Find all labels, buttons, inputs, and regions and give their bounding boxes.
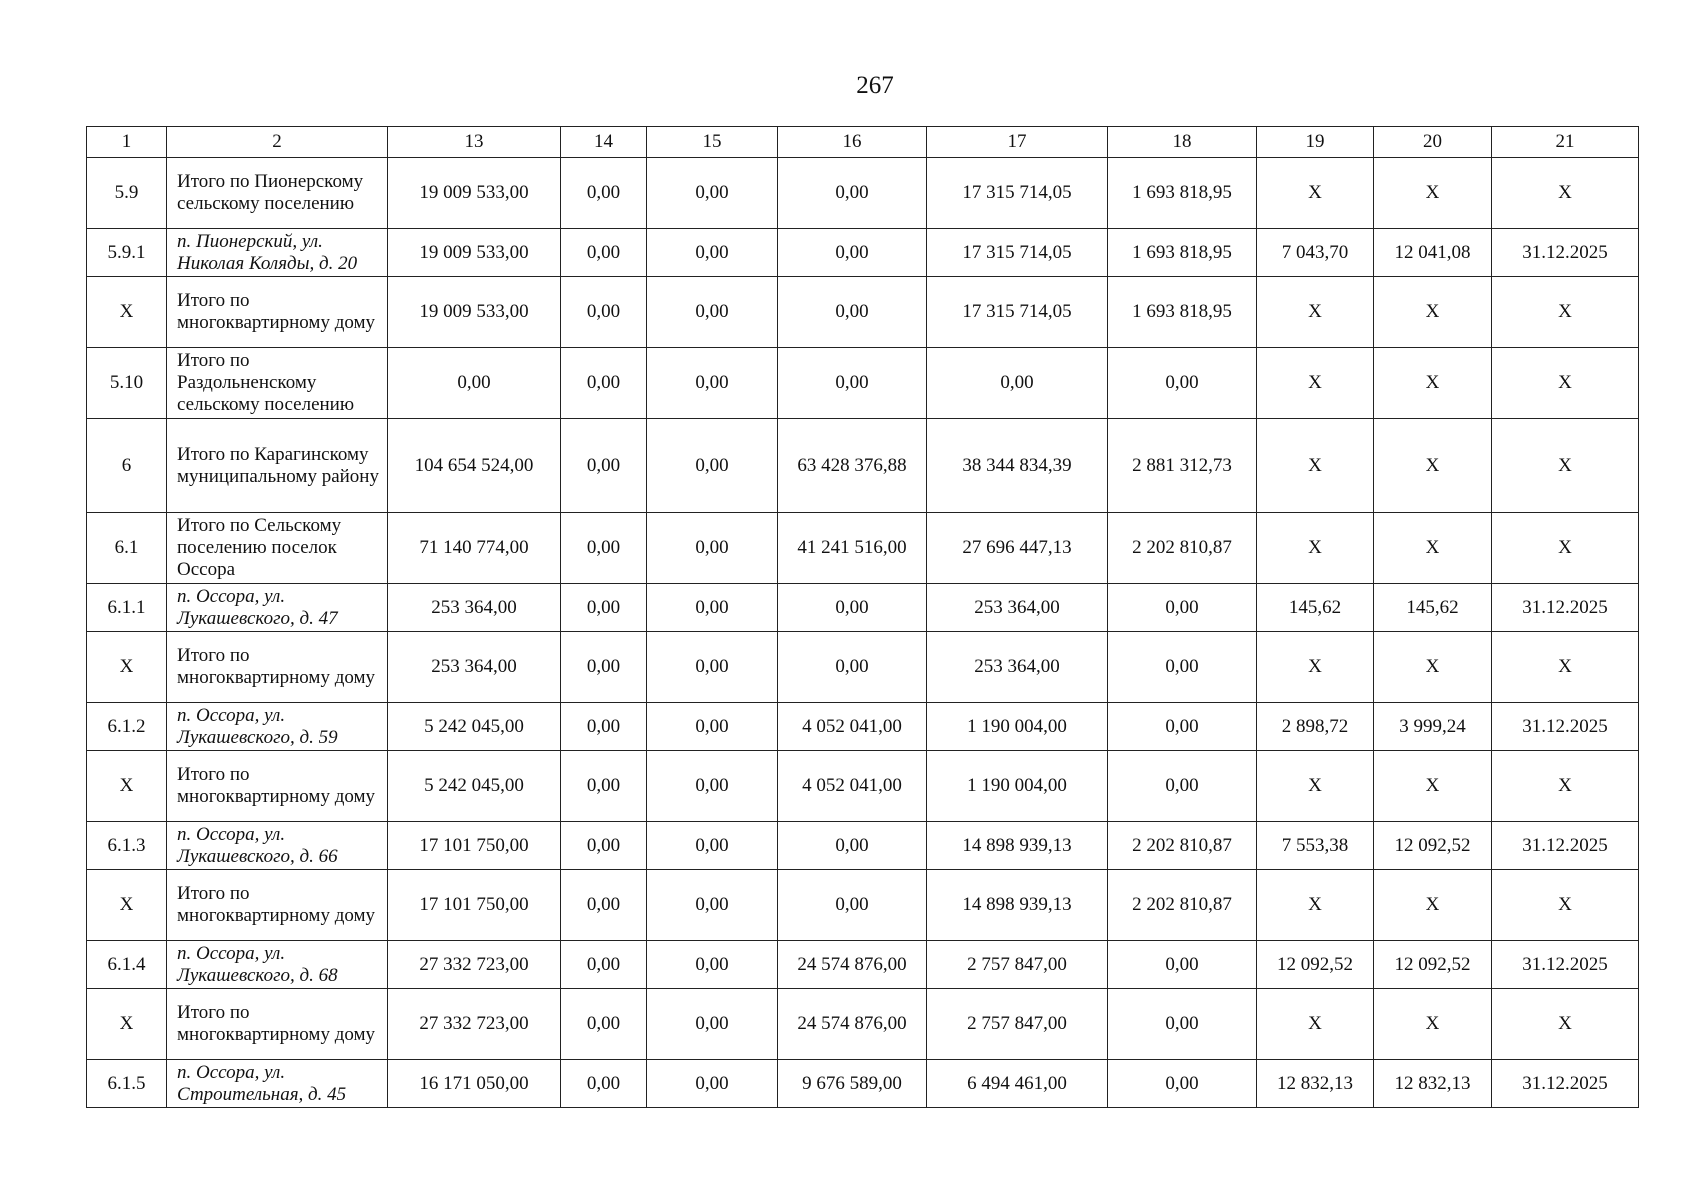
col-13-value: 253 364,00 — [388, 632, 561, 703]
col-14-value: 0,00 — [561, 584, 647, 632]
col-17-value: 17 315 714,05 — [927, 277, 1108, 348]
col-20-value: X — [1374, 348, 1492, 419]
col-17-value: 14 898 939,13 — [927, 822, 1108, 870]
col-20-value: 3 999,24 — [1374, 703, 1492, 751]
col-16-value: 41 241 516,00 — [778, 513, 927, 584]
col-17-value: 253 364,00 — [927, 632, 1108, 703]
col-16-value: 0,00 — [778, 158, 927, 229]
col-13-value: 19 009 533,00 — [388, 229, 561, 277]
col-18-value: 0,00 — [1108, 348, 1257, 419]
col-13-value: 71 140 774,00 — [388, 513, 561, 584]
row-number: X — [87, 870, 167, 941]
page-number: 267 — [856, 72, 894, 99]
col-15-value: 0,00 — [647, 513, 778, 584]
col-16-value: 24 574 876,00 — [778, 989, 927, 1060]
subtotal-row — [87, 513, 1639, 584]
col-16-value: 0,00 — [778, 822, 927, 870]
col-16-value: 0,00 — [778, 632, 927, 703]
col-20-value: X — [1374, 989, 1492, 1060]
column-header: 13 — [388, 127, 561, 158]
col-16-value: 9 676 589,00 — [778, 1060, 927, 1108]
col-16-value: 0,00 — [778, 584, 927, 632]
col-18-value: 1 693 818,95 — [1108, 158, 1257, 229]
col-16-value: 63 428 376,88 — [778, 419, 927, 513]
col-17-value: 6 494 461,00 — [927, 1060, 1108, 1108]
row-number: 5.9 — [87, 158, 167, 229]
col-19-value: X — [1257, 277, 1374, 348]
column-header: 15 — [647, 127, 778, 158]
col-15-value: 0,00 — [647, 158, 778, 229]
row-name: п. Пионерский, ул. Николая Коляды, д. 20 — [167, 229, 388, 277]
col-15-value: 0,00 — [647, 632, 778, 703]
building-row — [87, 1060, 1639, 1108]
col-14-value: 0,00 — [561, 822, 647, 870]
col-14-value: 0,00 — [561, 632, 647, 703]
column-header: 20 — [1374, 127, 1492, 158]
row-number: 6.1.3 — [87, 822, 167, 870]
subtotal-row — [87, 419, 1639, 513]
col-20-value: X — [1374, 751, 1492, 822]
col-19-value: X — [1257, 870, 1374, 941]
row-name: Итого по многоквартирному дому — [167, 989, 388, 1060]
col-21-value: X — [1492, 419, 1639, 513]
col-21-value: 31.12.2025 — [1492, 703, 1639, 751]
subtotal-row — [87, 870, 1639, 941]
row-name: Итого по многоквартирному дому — [167, 277, 388, 348]
col-18-value: 0,00 — [1108, 989, 1257, 1060]
row-number: 5.9.1 — [87, 229, 167, 277]
col-14-value: 0,00 — [561, 703, 647, 751]
row-name: Итого по Карагинскому муниципальному району — [167, 419, 388, 513]
row-number: 6 — [87, 419, 167, 513]
col-15-value: 0,00 — [647, 229, 778, 277]
row-number: 6.1.2 — [87, 703, 167, 751]
col-20-value: 12 092,52 — [1374, 822, 1492, 870]
subtotal-row — [87, 277, 1639, 348]
building-row — [87, 584, 1639, 632]
building-row — [87, 703, 1639, 751]
col-19-value: 12 092,52 — [1257, 941, 1374, 989]
col-19-value: X — [1257, 158, 1374, 229]
col-13-value: 0,00 — [388, 348, 561, 419]
row-number: 6.1.4 — [87, 941, 167, 989]
row-number: 6.1 — [87, 513, 167, 584]
col-16-value: 24 574 876,00 — [778, 941, 927, 989]
housing-register-table — [86, 126, 1639, 1108]
col-14-value: 0,00 — [561, 277, 647, 348]
subtotal-row — [87, 751, 1639, 822]
col-21-value: X — [1492, 348, 1639, 419]
row-number: 6.1.1 — [87, 584, 167, 632]
col-20-value: X — [1374, 277, 1492, 348]
col-17-value: 1 190 004,00 — [927, 751, 1108, 822]
row-number: X — [87, 989, 167, 1060]
col-13-value: 104 654 524,00 — [388, 419, 561, 513]
col-17-value: 27 696 447,13 — [927, 513, 1108, 584]
col-14-value: 0,00 — [561, 419, 647, 513]
row-name: Итого по Сельскому поселению поселок Оссора — [167, 513, 388, 584]
col-16-value: 4 052 041,00 — [778, 751, 927, 822]
col-19-value: X — [1257, 751, 1374, 822]
col-20-value: X — [1374, 158, 1492, 229]
column-header: 18 — [1108, 127, 1257, 158]
column-header: 2 — [167, 127, 388, 158]
row-name: Итого по многоквартирному дому — [167, 870, 388, 941]
col-21-value: X — [1492, 632, 1639, 703]
row-name: п. Оссора, ул. Лукашевского, д. 66 — [167, 822, 388, 870]
col-13-value: 5 242 045,00 — [388, 751, 561, 822]
col-17-value: 38 344 834,39 — [927, 419, 1108, 513]
col-21-value: X — [1492, 989, 1639, 1060]
col-13-value: 19 009 533,00 — [388, 158, 561, 229]
col-20-value: X — [1374, 419, 1492, 513]
col-21-value: X — [1492, 870, 1639, 941]
col-20-value: X — [1374, 513, 1492, 584]
col-18-value: 0,00 — [1108, 941, 1257, 989]
col-17-value: 2 757 847,00 — [927, 989, 1108, 1060]
col-13-value: 19 009 533,00 — [388, 277, 561, 348]
col-21-value: X — [1492, 277, 1639, 348]
col-21-value: 31.12.2025 — [1492, 941, 1639, 989]
col-21-value: 31.12.2025 — [1492, 1060, 1639, 1108]
col-19-value: X — [1257, 348, 1374, 419]
row-number: 5.10 — [87, 348, 167, 419]
col-19-value: 7 043,70 — [1257, 229, 1374, 277]
col-14-value: 0,00 — [561, 751, 647, 822]
col-21-value: X — [1492, 751, 1639, 822]
col-18-value: 0,00 — [1108, 584, 1257, 632]
col-21-value: X — [1492, 513, 1639, 584]
col-13-value: 27 332 723,00 — [388, 989, 561, 1060]
col-17-value: 1 190 004,00 — [927, 703, 1108, 751]
col-16-value: 4 052 041,00 — [778, 703, 927, 751]
col-19-value: X — [1257, 419, 1374, 513]
col-13-value: 27 332 723,00 — [388, 941, 561, 989]
col-15-value: 0,00 — [647, 870, 778, 941]
col-15-value: 0,00 — [647, 751, 778, 822]
col-18-value: 1 693 818,95 — [1108, 229, 1257, 277]
col-13-value: 16 171 050,00 — [388, 1060, 561, 1108]
row-name: Итого по многоквартирному дому — [167, 632, 388, 703]
col-13-value: 5 242 045,00 — [388, 703, 561, 751]
subtotal-row — [87, 158, 1639, 229]
col-14-value: 0,00 — [561, 513, 647, 584]
col-20-value: 12 041,08 — [1374, 229, 1492, 277]
col-15-value: 0,00 — [647, 703, 778, 751]
col-21-value: 31.12.2025 — [1492, 822, 1639, 870]
col-19-value: 12 832,13 — [1257, 1060, 1374, 1108]
table-body — [87, 158, 1639, 1108]
col-15-value: 0,00 — [647, 1060, 778, 1108]
col-15-value: 0,00 — [647, 989, 778, 1060]
col-15-value: 0,00 — [647, 822, 778, 870]
row-name: Итого по Пионерскому сельскому поселению — [167, 158, 388, 229]
building-row — [87, 941, 1639, 989]
col-14-value: 0,00 — [561, 941, 647, 989]
col-16-value: 0,00 — [778, 277, 927, 348]
col-15-value: 0,00 — [647, 419, 778, 513]
col-21-value: X — [1492, 158, 1639, 229]
col-20-value: 12 092,52 — [1374, 941, 1492, 989]
col-18-value: 2 202 810,87 — [1108, 513, 1257, 584]
row-name: п. Оссора, ул. Лукашевского, д. 59 — [167, 703, 388, 751]
col-15-value: 0,00 — [647, 348, 778, 419]
column-header: 21 — [1492, 127, 1639, 158]
col-17-value: 17 315 714,05 — [927, 158, 1108, 229]
col-17-value: 253 364,00 — [927, 584, 1108, 632]
col-14-value: 0,00 — [561, 989, 647, 1060]
col-18-value: 1 693 818,95 — [1108, 277, 1257, 348]
row-name: п. Оссора, ул. Строительная, д. 45 — [167, 1060, 388, 1108]
column-header: 1 — [87, 127, 167, 158]
col-18-value: 0,00 — [1108, 632, 1257, 703]
col-20-value: 12 832,13 — [1374, 1060, 1492, 1108]
col-20-value: X — [1374, 632, 1492, 703]
col-13-value: 17 101 750,00 — [388, 822, 561, 870]
col-21-value: 31.12.2025 — [1492, 584, 1639, 632]
col-17-value: 2 757 847,00 — [927, 941, 1108, 989]
col-19-value: 7 553,38 — [1257, 822, 1374, 870]
column-header: 17 — [927, 127, 1108, 158]
col-18-value: 2 881 312,73 — [1108, 419, 1257, 513]
col-14-value: 0,00 — [561, 348, 647, 419]
col-16-value: 0,00 — [778, 870, 927, 941]
row-name: Итого по Раздольненскому сельскому поселению — [167, 348, 388, 419]
row-number: X — [87, 277, 167, 348]
col-14-value: 0,00 — [561, 1060, 647, 1108]
building-row — [87, 229, 1639, 277]
col-14-value: 0,00 — [561, 870, 647, 941]
col-15-value: 0,00 — [647, 941, 778, 989]
col-19-value: X — [1257, 632, 1374, 703]
col-19-value: 2 898,72 — [1257, 703, 1374, 751]
column-header: 14 — [561, 127, 647, 158]
row-name: п. Оссора, ул. Лукашевского, д. 68 — [167, 941, 388, 989]
col-19-value: 145,62 — [1257, 584, 1374, 632]
col-14-value: 0,00 — [561, 158, 647, 229]
col-13-value: 17 101 750,00 — [388, 870, 561, 941]
col-19-value: X — [1257, 513, 1374, 584]
col-17-value: 17 315 714,05 — [927, 229, 1108, 277]
col-17-value: 14 898 939,13 — [927, 870, 1108, 941]
col-20-value: 145,62 — [1374, 584, 1492, 632]
col-16-value: 0,00 — [778, 348, 927, 419]
col-15-value: 0,00 — [647, 277, 778, 348]
row-number: 6.1.5 — [87, 1060, 167, 1108]
subtotal-row — [87, 348, 1639, 419]
col-13-value: 253 364,00 — [388, 584, 561, 632]
column-header: 19 — [1257, 127, 1374, 158]
col-18-value: 0,00 — [1108, 703, 1257, 751]
col-19-value: X — [1257, 989, 1374, 1060]
row-name: п. Оссора, ул. Лукашевского, д. 47 — [167, 584, 388, 632]
col-18-value: 2 202 810,87 — [1108, 870, 1257, 941]
col-20-value: X — [1374, 870, 1492, 941]
column-number-header — [87, 127, 1639, 158]
subtotal-row — [87, 632, 1639, 703]
col-17-value: 0,00 — [927, 348, 1108, 419]
col-14-value: 0,00 — [561, 229, 647, 277]
column-header: 16 — [778, 127, 927, 158]
col-18-value: 2 202 810,87 — [1108, 822, 1257, 870]
subtotal-row — [87, 989, 1639, 1060]
building-row — [87, 822, 1639, 870]
row-number: X — [87, 751, 167, 822]
row-number: X — [87, 632, 167, 703]
col-18-value: 0,00 — [1108, 751, 1257, 822]
col-15-value: 0,00 — [647, 584, 778, 632]
col-18-value: 0,00 — [1108, 1060, 1257, 1108]
row-name: Итого по многоквартирному дому — [167, 751, 388, 822]
col-21-value: 31.12.2025 — [1492, 229, 1639, 277]
col-16-value: 0,00 — [778, 229, 927, 277]
